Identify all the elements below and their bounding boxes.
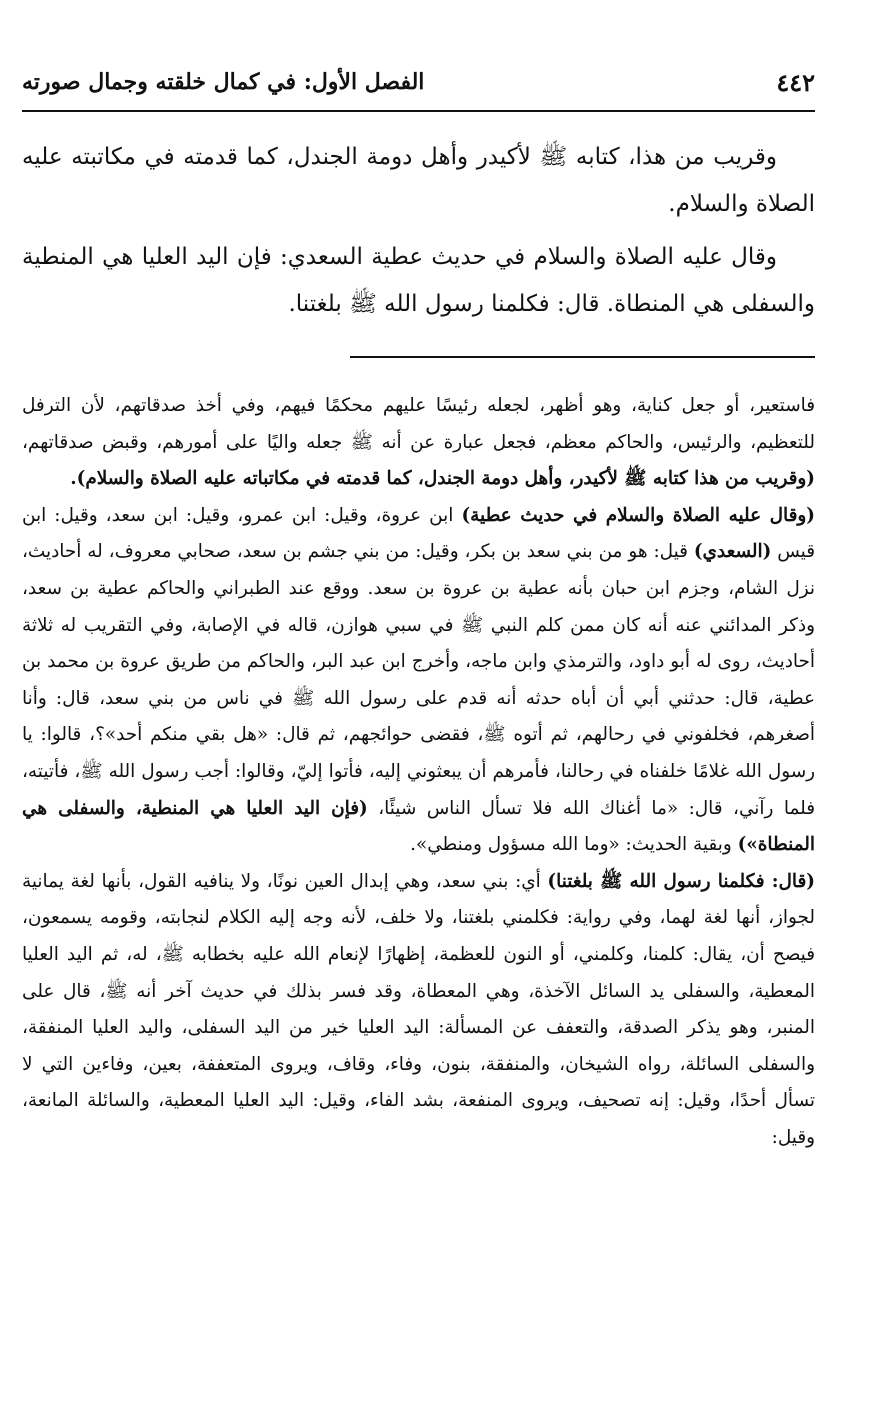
commentary-text: ابن عروة، وقيل: ابن عمرو، وقيل: ابن سعد، وقيل: ابن قيس <box>22 504 815 563</box>
header-rule <box>22 110 815 112</box>
running-head <box>22 58 815 106</box>
footnote-separator <box>350 356 815 358</box>
commentary-text: أي: بني سعد، وهي إبدال العين نونًا، ولا ينافيه القول، بأنها لغة يمانية لجواز، أنها لغة لهما، وفي رواية: فكلمني بلغتنا، ولا خلف، لأنه وجه إليه الكلام لنجابته، وقومه يسمعون، فيصح أن، يقال: كلمنا، وكلمني، أو النون للعظمة، إظهارًا لإنعام الله عليه بخطابه ﷺ، له، ثم اليد العليا المعطية، والسفلى يد السائل الآخذة، وهي المعطاة، وقد فسر بذلك في حديث آخر أنه ﷺ، قال على المنبر، وهو يذكر الصدقة، والتعفف عن المسألة: اليد العليا خير من اليد السفلى، واليد العليا المنفقة، والسفلى السائلة، رواه الشيخان، والمنفقة، بنون، وفاء، وقاف، ويروى المتعففة، بعين، وفاءين التي لا تسأل أحدًا، وقيل: إنه تصحيف، ويروى المنفعة، بشد الفاء، وقيل: اليد العليا المعطية، والسائلة المانعة، وقيل: <box>22 870 815 1148</box>
page-number: ٤٤٢ <box>776 67 815 97</box>
quoted-matn: (وقريب من هذا كتابه ﷺ لأكيدر، وأهل دومة الجندل، كما قدمته في مكاتباته عليه الصلاة والسلام). <box>70 468 815 490</box>
commentary-text: وبقية الحديث: «وما الله مسؤول ومنطي». <box>410 834 738 856</box>
commentary <box>22 388 815 1156</box>
main-text <box>22 134 815 328</box>
quoted-matn: (قال: فكلمنا رسول الله ﷺ بلغتنا) <box>547 870 816 892</box>
commentary-paragraph-1 <box>22 388 815 498</box>
quoted-matn: (وقال عليه الصلاة والسلام في حديث عطية) <box>461 504 816 526</box>
quoted-matn: (السعدي) <box>693 541 772 563</box>
main-paragraph-1: وقريب من هذا، كتابه ﷺ لأكيدر وأهل دومة الجندل، كما قدمته في مكاتبته عليه الصلاة والسلام. <box>22 144 815 217</box>
commentary-paragraph-2 <box>22 498 815 864</box>
book-page <box>0 58 873 1417</box>
main-paragraph-2: وقال عليه الصلاة والسلام في حديث عطية السعدي: فإن اليد العليا هي المنطية والسفلى هي المنطاة. قال: فكلمنا رسول الله ﷺ بلغتنا. <box>22 244 815 317</box>
commentary-text: فاستعير، أو جعل كناية، وهو أظهر، لجعله رئيسًا عليهم محكمًا فيهم، وفي أخذ صدقاتهم، لأن الترفل للتعظيم، والرئيس، والحاكم معظم، فجعل عبارة عن أنه ﷺ جعله واليًا على أمورهم، وقبض صدقاتهم، <box>22 395 815 453</box>
commentary-text: قيل: هو من بني سعد بن بكر، وقيل: من بني جشم بن سعد، صحابي معروف، له أحاديث، نزل الشام، وجزم ابن حبان بأنه عطية بن عروة بن سعد. ووقع عند الطبراني والحاكم عطية بن سعد، وذكر المدائني عنه أنه كان ممن كلم النبي ﷺ في سبي هوازن، قاله في الإصابة، وفي التقريب له ثلاثة أحاديث، روى له أبو داود، والترمذي وابن ماجه، وأخرج ابن عبد البر، والحاكم من طريق عروة بن محمد بن عطية، قال: حدثني أبي أن أباه حدثه أنه قدم على رسول الله ﷺ في ناس من بني سعد، قال: وأنا أصغرهم، فخلفوني في رحالهم، ثم أتوه ﷺ، فقضى حوائجهم، ثم قال: «هل بقي منكم أحد»؟، قالوا: يا رسول الله غلامًا خلفناه في رحالنا، فأمرهم أن يبعثوني إليه، فأتوا إليّ، وقالوا: أجب رسول الله ﷺ، فأتيته، فلما رآني، قال: «ما أغناك الله فلا تسأل الناس شيئًا، <box>22 541 816 819</box>
commentary-paragraph-3 <box>22 864 815 1157</box>
quoted-matn: (فإن اليد العليا هي المنطية، والسفلى هي المنطاة») <box>22 797 815 856</box>
chapter-title: الفصل الأول: في كمال خلقته وجمال صورته <box>22 69 425 95</box>
